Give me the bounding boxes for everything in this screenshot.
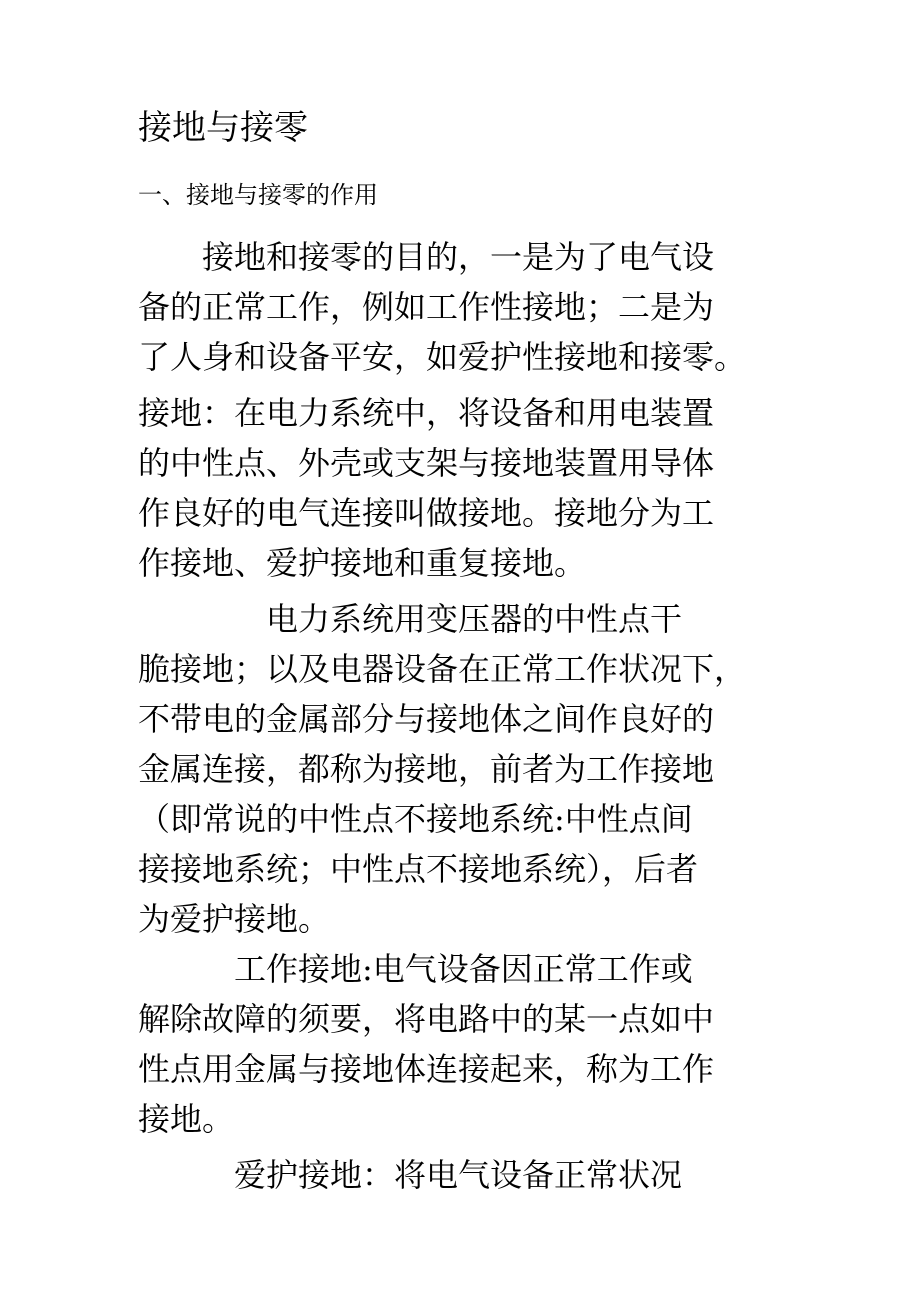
text-line: （即常说的中性点不接地系统:中性点间 [138,800,693,838]
text-line: 性点用金属与接地体连接起来，称为工作 [138,1050,715,1088]
text-line: 不带电的金属部分与接地体之间作良好的 [138,700,715,738]
text-line: 接接地系统；中性点不接地系统），后者 [138,850,699,888]
paragraph-purpose [138,232,746,382]
paragraph-protective-grounding [138,1150,682,1200]
text-line: 解除故障的须要，将电路中的某一点如中 [138,1000,715,1038]
text-line: 作接地、爱护接地和重复接地。 [138,544,587,582]
document-title: 接地与接零 [138,108,308,148]
text-line: 金属连接，都称为接地，前者为工作接地 [138,750,715,788]
paragraph-neutral-grounding [138,594,746,944]
text-line: 工作接地:电气设备因正常工作或 [138,950,693,988]
text-line: 电力系统用变压器的中性点干 [138,600,683,638]
text-line: 作良好的电气连接叫做接地。接地分为工 [138,494,715,532]
text-line: 了人身和设备平安，如爱护性接地和接零。 [138,338,747,376]
text-line: 为爱护接地。 [138,900,331,938]
paragraph-grounding-definition [138,388,714,588]
text-line: 备的正常工作，例如工作性接地；二是为 [138,288,715,326]
text-line: 接地：在电力系统中，将设备和用电装置 [138,394,715,432]
text-line: 接地。 [138,1100,235,1138]
section-heading: 一、接地与接零的作用 [138,181,378,209]
text-line: 脆接地；以及电器设备在正常工作状况下， [138,650,747,688]
paragraph-working-grounding [138,944,714,1144]
text-line: 的中性点、外壳或支架与接地装置用导体 [138,444,715,482]
text-line: 接地和接零的目的，一是为了电气设 [138,238,715,276]
text-line: 爱护接地：将电气设备正常状况 [138,1156,683,1194]
